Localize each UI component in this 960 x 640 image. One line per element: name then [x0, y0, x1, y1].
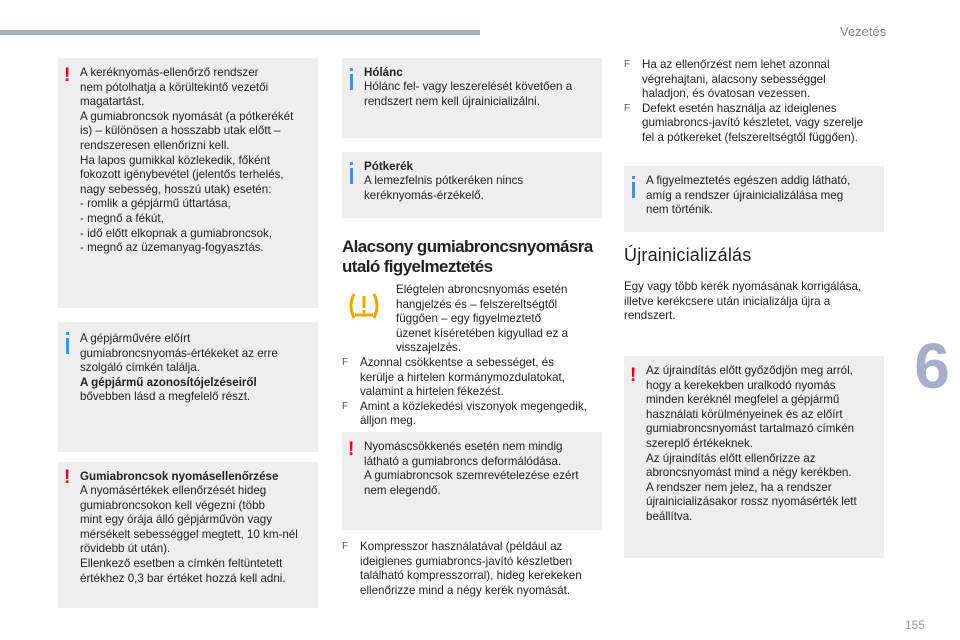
- warning-box-pressure-monitoring: [58, 58, 318, 308]
- info-box-title: Pótkerék: [364, 160, 413, 173]
- info-icon: [350, 74, 353, 90]
- page-number: 155: [905, 618, 926, 632]
- warning-box-text: A nyomásértékek ellenőrzését hideg gumiabroncsokon kell végezni (több mint egy órája álló gépjárművön vagy mérsékelt sebességgel megtett, 10 km-nél rövidebb út után). Ellenkező esetben a címkén feltüntetett értékhez 0,3 bar értéket hozzá kell adni.: [80, 484, 298, 585]
- warning-box-pressure-check: [58, 462, 318, 608]
- info-icon: [632, 182, 635, 198]
- warning-exclamation-icon: !: [348, 439, 355, 460]
- info-box-spare-wheel: [342, 152, 602, 218]
- fallback-list: [624, 58, 894, 146]
- info-icon: [350, 168, 353, 184]
- bullet-arrow-icon: F: [342, 541, 349, 552]
- reinit-paragraph: Egy vagy több kerék nyomásának korrigálása, illetve kerékcsere után inicializálja újra a rendszert.: [624, 280, 862, 323]
- warning-box-text: Nyomáscsökkenés esetén nem mindig látható a gumiabroncs deformálódása. A gumiabroncsok szemrevételezése ezért nem elegendő.: [364, 440, 579, 497]
- info-box-bold-text: A gépjármű azonosítójelzéseiről: [80, 376, 257, 389]
- list-item: F Defekt esetén használja az ideiglenes gumiabroncs-javító készletet, vagy szerelje fel a pótkereket (felszereltségtől függően).: [624, 101, 864, 144]
- bullet-arrow-icon: F: [624, 102, 631, 114]
- info-box-text: Hólánc fel- vagy leszerelését követően a rendszert nem kell újrainicializálni.: [364, 80, 573, 108]
- warning-box-text: Az újraindítás előtt győződjön meg arról, hogy a kerekekben uralkodó nyomás minden keréknél megfelel a gépjármű használati körülményeinek és az előírt gumiabroncsnyomást tartalmazó címkén szereplő értékeknek. Az újraindítás előtt ellenőrizze az abroncsnyomást mind a négy kerékben. A rendszer nem jelez, ha a rendszer újrainicializásakor rossz nyomásérték lett beállítva.: [646, 364, 857, 523]
- info-box-text: A gépjárműv​ére előírt gumiabroncsnyomás-értékeket az erre szolgáló címkén találja.: [80, 332, 278, 375]
- info-box-text: A lemezfelnis pótkeréken nincs keréknyomás-érzékelő.: [364, 174, 524, 202]
- list-item: F Amint a közlekedési viszonyok megengedik, álljon meg.: [342, 399, 587, 428]
- bullet-arrow-icon: F: [342, 357, 349, 368]
- low-pressure-intro: Elégtelen abroncsnyomás esetén hangjelzés és – felszereltségtől függően – egy figyelmeztető üzenet kíséretében kigyullad ez a visszajelzés.: [396, 283, 569, 355]
- low-pressure-heading: Alacsony gumiabroncsnyomásra utaló figyelmeztetés: [342, 237, 593, 276]
- tyre-pressure-warning-icon: [346, 288, 382, 324]
- info-box-pressure-label: [58, 322, 318, 452]
- info-icon: [66, 338, 69, 354]
- info-box-warning-visible: [624, 166, 884, 232]
- compressor-list: [342, 540, 612, 598]
- warning-box-text: A keréknyomás-ellenőrző rendszer nem pótolhatja a körültekintő vezetői magatartást. A gumiabroncsok nyomását (a pótkerékét is) – különösen a hosszabb utak előtt – rendszeresen ellenőrizni kell. Ha lapos gumikkal közlekedik, főként fokozott igénybevétel (jelentős terhelés, nagy sebesség, hosszú utak) esetén: - romlik a gépjármű úttartása, - megnő a fékút, - idő előtt elkopnak a gumiabroncsok, - megnő az üzemanyag-fogyasztás.: [80, 66, 294, 255]
- warning-exclamation-icon: !: [64, 65, 71, 86]
- warning-exclamation-icon: !: [64, 467, 71, 488]
- reinit-heading: Újrainicializálás: [624, 245, 752, 265]
- info-box-text: A figyelmeztetés egészen addig látható, amíg a rendszer újrainicializálása meg nem történik.: [646, 174, 851, 217]
- action-list: [342, 356, 612, 429]
- bullet-arrow-icon: F: [624, 59, 631, 70]
- warning-exclamation-icon: !: [630, 365, 637, 386]
- warning-box-deformation: [342, 432, 602, 530]
- header-accent-bar: [0, 30, 480, 35]
- bullet-arrow-icon: F: [342, 400, 349, 412]
- warning-box-title: Gumiabroncsok nyomásellenőrzése: [80, 470, 279, 483]
- chapter-number-tab: 6: [904, 326, 960, 406]
- info-box-snow-chain: [342, 58, 602, 138]
- info-box-title: Hólánc: [364, 66, 403, 79]
- section-title: Vezetés: [840, 24, 887, 39]
- list-item: F Azonnal csökkentse a sebességet, és kerülje a hirtelen kormánymozdulatokat, valamint a hirtelen fékezést.: [342, 356, 565, 399]
- list-item: F Kompresszor használatával (például az ideiglenes gumiabroncs-javító készletben található kompresszorral), hideg kerekeken ellenőrizze mind a négy kerék nyomását.: [342, 540, 582, 597]
- warning-box-reinit: [624, 356, 884, 558]
- list-item: F Ha az ellenőrzést nem lehet azonnal végrehajtani, alacsony sebességgel haladjon, és óvatosan vezessen.: [624, 58, 830, 101]
- info-box-tail-text: bővebben lásd a megfelelő részt.: [80, 390, 251, 403]
